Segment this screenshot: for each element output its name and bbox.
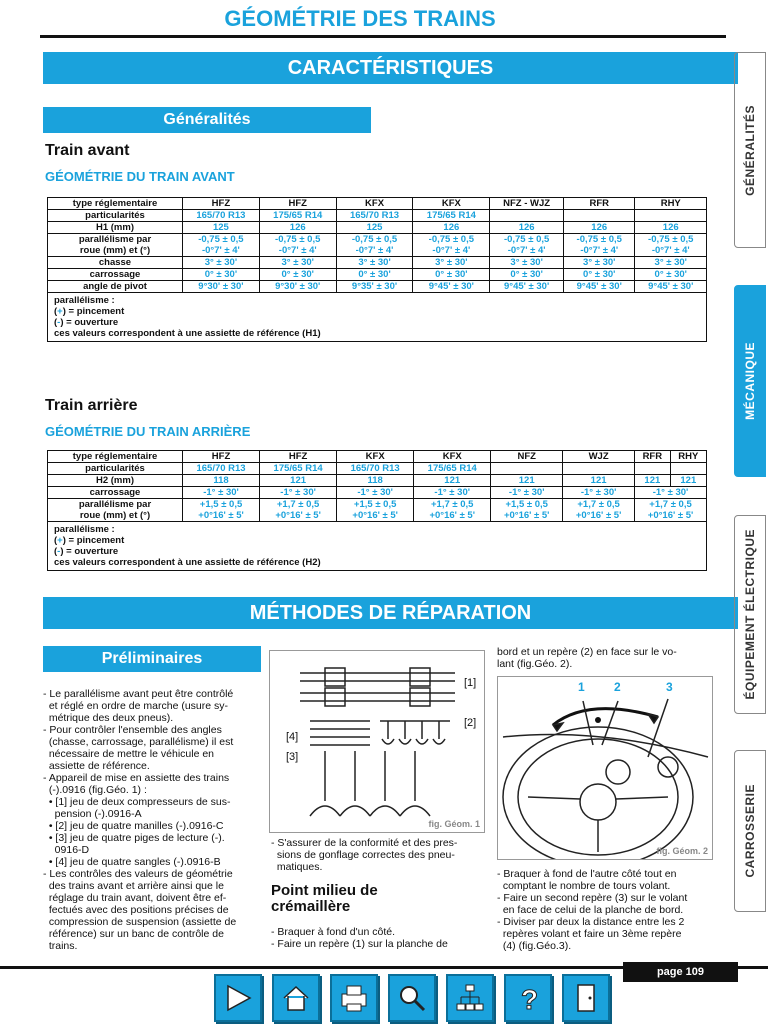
- svg-text:?: ?: [521, 984, 539, 1014]
- table-cell: +1,5 ± 0,5 +0°16' ± 5': [491, 499, 563, 522]
- table-cell: 3° ± 30': [564, 257, 635, 269]
- text-line: compression de suspension (assiette de: [43, 916, 237, 928]
- table-cell: KFX: [337, 451, 414, 463]
- title-rule: [40, 35, 726, 38]
- nav-help-button[interactable]: [504, 974, 552, 1022]
- text-line: bord et un repère (2) en face sur le vo-: [497, 646, 677, 658]
- table-cell: NFZ: [491, 451, 563, 463]
- table-cell: -1° ± 30': [260, 487, 337, 499]
- row-label: parallélisme par roue (mm) et (°): [48, 499, 183, 522]
- text-line: métrique des deux pneus).: [43, 712, 174, 724]
- table-cell: 118: [183, 475, 260, 487]
- table-cell: 126: [635, 222, 707, 234]
- table-cell: 0° ± 30': [259, 269, 336, 281]
- table-cell: -0,75 ± 0,5 -0°7' ± 4': [336, 234, 413, 257]
- text-line: comptant le nombre de tours volant.: [497, 880, 671, 892]
- table-cell: 175/65 R14: [413, 210, 490, 222]
- row-label: parallélisme par roue (mm) et (°): [48, 234, 183, 257]
- table-cell: 3° ± 30': [336, 257, 413, 269]
- table-cell: HFZ: [259, 198, 336, 210]
- table-cell: [635, 463, 671, 475]
- table-cell: RHY: [670, 451, 706, 463]
- text-line: - Braquer à fond d'un côté.: [271, 926, 396, 938]
- exit-icon: [570, 982, 602, 1014]
- fig1-label-3: [3]: [286, 751, 299, 763]
- table-notes: parallélisme : (+) = pincement (-) = ouverture ces valeurs correspondent à une assiette de référence (H2): [48, 522, 707, 571]
- table-row: [48, 210, 707, 222]
- middle-text: [271, 837, 483, 873]
- table-cell: +1,5 ± 0,5 +0°16' ± 5': [183, 499, 260, 522]
- sidebar-tab-carrosserie[interactable]: [734, 750, 766, 912]
- methods-title: MÉTHODES DE RÉPARATION: [249, 602, 532, 624]
- table-cell: 9°30' ± 30': [183, 281, 260, 293]
- text-line: - Appareil de mise en assiette des trains: [43, 772, 230, 784]
- text-line: - Faire un second repère (3) sur le volant: [497, 892, 688, 904]
- table-cell: -0,75 ± 0,5 -0°7' ± 4': [490, 234, 564, 257]
- sidebar-tab-mecanique[interactable]: [734, 285, 766, 477]
- table-cell: 0° ± 30': [490, 269, 564, 281]
- table-cell: 3° ± 30': [259, 257, 336, 269]
- fig2-caption: fig. Géom. 2: [656, 846, 708, 856]
- row-label: type réglementaire: [48, 198, 183, 210]
- table-cell: [564, 210, 635, 222]
- table-cell: 0° ± 30': [336, 269, 413, 281]
- help-icon: [512, 982, 544, 1014]
- table-notes-row: [48, 293, 707, 342]
- row-label: particularités: [48, 463, 183, 475]
- text-line: nécessaire de mettre le véhicule en: [43, 748, 215, 760]
- text-line: (-).0916 (fig.Géo. 1) :: [43, 784, 147, 796]
- rear-heading: Train arrière: [45, 397, 138, 414]
- text-line: - Braquer à fond de l'autre côté tout en: [497, 868, 677, 880]
- table-row: [48, 463, 707, 475]
- table-cell: KFX: [336, 198, 413, 210]
- nav-exit-button[interactable]: [562, 974, 610, 1022]
- table-cell: -0,75 ± 0,5 -0°7' ± 4': [564, 234, 635, 257]
- text-line: des trains avant et arrière ainsi que le: [43, 880, 224, 892]
- front-geometry-table: [47, 197, 707, 342]
- text-line: - Les contrôles des valeurs de géométrie: [43, 868, 233, 880]
- rack-text: [271, 926, 483, 950]
- table-cell: 165/70 R13: [337, 463, 414, 475]
- table-cell: -0,75 ± 0,5 -0°7' ± 4': [259, 234, 336, 257]
- text-line: pension (-).0916-A: [43, 808, 142, 820]
- text-line: (4) (fig.Géo.3).: [497, 940, 572, 952]
- table-row: [48, 269, 707, 281]
- page-title: GÉOMÉTRIE DES TRAINS: [224, 6, 496, 31]
- row-label: H2 (mm): [48, 475, 183, 487]
- table-cell: +1,7 ± 0,5 +0°16' ± 5': [414, 499, 491, 522]
- text-line: référence) sur un banc de contrôle de: [43, 928, 224, 940]
- row-label: H1 (mm): [48, 222, 183, 234]
- table-cell: 9°30' ± 30': [259, 281, 336, 293]
- table-cell: +1,7 ± 0,5 +0°16' ± 5': [563, 499, 635, 522]
- table-cell: 165/70 R13: [183, 210, 260, 222]
- text-line: repères volant et faire un 3ème repère: [497, 928, 682, 940]
- table-cell: HFZ: [260, 451, 337, 463]
- table-cell: 9°45' ± 30': [635, 281, 707, 293]
- table-cell: [491, 463, 563, 475]
- suspension-tools-illustration: [270, 651, 484, 832]
- magnifier-icon: [396, 982, 428, 1014]
- text-line: - Diviser par deux la distance entre les 2: [497, 916, 685, 928]
- text-line: • [3] jeu de quatre piges de lecture (-).: [43, 832, 225, 844]
- table-cell: 9°45' ± 30': [490, 281, 564, 293]
- table-cell: 125: [336, 222, 413, 234]
- text-line: • [4] jeu de quatre sangles (-).0916-B: [43, 856, 221, 868]
- text-line: 0916-D: [43, 844, 90, 856]
- table-cell: 121: [563, 475, 635, 487]
- table-notes-row: [48, 522, 707, 571]
- printer-icon: [338, 982, 370, 1014]
- table-row: [48, 499, 707, 522]
- section-banner: [43, 52, 738, 84]
- table-cell: 126: [564, 222, 635, 234]
- table-cell: 3° ± 30': [183, 257, 260, 269]
- table-cell: RFR: [635, 451, 671, 463]
- page-number: page 109: [656, 966, 705, 978]
- table-row: [48, 257, 707, 269]
- text-line: trains.: [43, 940, 78, 952]
- row-label: chasse: [48, 257, 183, 269]
- table-cell: -1° ± 30': [491, 487, 563, 499]
- table-cell: 3° ± 30': [490, 257, 564, 269]
- nav-tree-button[interactable]: [446, 974, 494, 1022]
- table-cell: 126: [490, 222, 564, 234]
- front-geo-title: GÉOMÉTRIE DU TRAIN AVANT: [45, 169, 235, 184]
- fig1-label-4: [4]: [286, 731, 299, 743]
- table-cell: KFX: [414, 451, 491, 463]
- prelim-title: Préliminaires: [101, 650, 203, 667]
- row-label: type réglementaire: [48, 451, 183, 463]
- nav-home-button[interactable]: [272, 974, 320, 1022]
- text-line: réglage du train avant, doivent être ef-: [43, 892, 227, 904]
- fig1-caption: fig. Géom. 1: [428, 819, 480, 829]
- text-line: • [2] jeu de quatre manilles (-).0916-C: [43, 820, 224, 832]
- text-line: - Le parallélisme avant peut être contrôlé: [43, 688, 234, 700]
- text-line: • [1] jeu de deux compresseurs de sus-: [43, 796, 231, 808]
- sidebar-tab-equipement-electrique[interactable]: [734, 515, 766, 714]
- table-notes: parallélisme : (+) = pincement (-) = ouverture ces valeurs correspondent à une assiette de référence (H1): [48, 293, 707, 342]
- table-row: [48, 198, 707, 210]
- text-line: lant (fig.Géo. 2).: [497, 658, 573, 670]
- table-cell: 0° ± 30': [413, 269, 490, 281]
- table-cell: [563, 463, 635, 475]
- table-cell: NFZ - WJZ: [490, 198, 564, 210]
- row-label: angle de pivot: [48, 281, 183, 293]
- subsection-banner: [43, 107, 371, 133]
- figure-geom-2: [497, 676, 713, 860]
- table-cell: 121: [260, 475, 337, 487]
- table-row: [48, 281, 707, 293]
- home-icon: [280, 982, 312, 1014]
- sidebar-tab-mecanique-label: MÉCANIQUE: [743, 342, 757, 420]
- rear-geometry-table: [47, 450, 707, 571]
- table-cell: 9°45' ± 30': [413, 281, 490, 293]
- section-title: CARACTÉRISTIQUES: [287, 57, 494, 79]
- table-cell: HFZ: [183, 198, 260, 210]
- table-row: [48, 222, 707, 234]
- table-cell: +1,7 ± 0,5 +0°16' ± 5': [260, 499, 337, 522]
- table-cell: 121: [670, 475, 706, 487]
- table-cell: 9°35' ± 30': [336, 281, 413, 293]
- table-cell: 118: [337, 475, 414, 487]
- row-label: carrossage: [48, 487, 183, 499]
- table-cell: 121: [414, 475, 491, 487]
- table-cell: -0,75 ± 0,5 -0°7' ± 4': [635, 234, 707, 257]
- table-cell: 0° ± 30': [183, 269, 260, 281]
- table-row: [48, 475, 707, 487]
- text-line: sions de gonflage correctes des pneu-: [271, 849, 455, 861]
- nav-search-button[interactable]: [388, 974, 436, 1022]
- table-cell: +1,5 ± 0,5 +0°16' ± 5': [337, 499, 414, 522]
- table-cell: RHY: [635, 198, 707, 210]
- prelim-text: [43, 688, 265, 952]
- text-line: - S'assurer de la conformité et des pres-: [271, 837, 458, 849]
- table-cell: 165/70 R13: [336, 210, 413, 222]
- text-line: matiques.: [271, 861, 323, 873]
- table-cell: 121: [635, 475, 671, 487]
- table-cell: 9°45' ± 30': [564, 281, 635, 293]
- text-line: - Pour contrôler l'ensemble des angles: [43, 724, 222, 736]
- table-row: [48, 234, 707, 257]
- text-line: en face de celui de la planche de bord.: [497, 904, 684, 916]
- table-cell: [670, 463, 706, 475]
- table-cell: -1° ± 30': [635, 487, 707, 499]
- prelim-banner: [43, 646, 261, 672]
- row-label: carrossage: [48, 269, 183, 281]
- table-cell: [490, 210, 564, 222]
- table-cell: -0,75 ± 0,5 -0°7' ± 4': [413, 234, 490, 257]
- table-cell: KFX: [413, 198, 490, 210]
- text-line: - Faire un repère (1) sur la planche de: [271, 938, 448, 950]
- front-heading: Train avant: [45, 142, 130, 159]
- table-cell: WJZ: [563, 451, 635, 463]
- table-row: [48, 487, 707, 499]
- table-cell: 175/65 R14: [414, 463, 491, 475]
- rear-geo-title: GÉOMÉTRIE DU TRAIN ARRIÈRE: [45, 424, 251, 439]
- table-cell: 0° ± 30': [564, 269, 635, 281]
- fig2-label-2: 2: [614, 680, 621, 694]
- text-line: fectués avec des positions précises de: [43, 904, 229, 916]
- right-top-text: [497, 646, 711, 670]
- table-cell: 3° ± 30': [413, 257, 490, 269]
- fig1-label-1: [1]: [464, 677, 477, 689]
- table-cell: 3° ± 30': [635, 257, 707, 269]
- table-cell: RFR: [564, 198, 635, 210]
- fig2-label-3: 3: [666, 680, 673, 694]
- fig2-label-1: 1: [578, 680, 585, 694]
- row-label: particularités: [48, 210, 183, 222]
- table-cell: -1° ± 30': [337, 487, 414, 499]
- nav-next-button[interactable]: [214, 974, 262, 1022]
- page-number-box: [623, 962, 738, 982]
- table-row: [48, 451, 707, 463]
- table-cell: 165/70 R13: [183, 463, 260, 475]
- table-cell: 126: [413, 222, 490, 234]
- table-cell: 0° ± 30': [635, 269, 707, 281]
- table-cell: -0,75 ± 0,5 -0°7' ± 4': [183, 234, 260, 257]
- subsection-title: Généralités: [163, 111, 251, 128]
- text-line: (chasse, carrossage, parallélisme) il est: [43, 736, 234, 748]
- fig1-label-2: [2]: [464, 717, 477, 729]
- sidebar-tab-equipement-label: ÉQUIPEMENT ÉLECTRIQUE: [743, 529, 757, 700]
- text-line: et réglé en ordre de marche (usure sy-: [43, 700, 229, 712]
- table-cell: -1° ± 30': [414, 487, 491, 499]
- table-cell: -1° ± 30': [183, 487, 260, 499]
- table-cell: 175/65 R14: [259, 210, 336, 222]
- table-cell: 126: [259, 222, 336, 234]
- table-cell: 125: [183, 222, 260, 234]
- methods-banner: [43, 597, 738, 629]
- text-line: assiette de référence.: [43, 760, 150, 772]
- table-cell: 175/65 R14: [260, 463, 337, 475]
- steering-wheel-illustration: [498, 677, 712, 859]
- sidebar-tab-generalites-label: GÉNÉRALITÉS: [743, 104, 757, 196]
- table-cell: HFZ: [183, 451, 260, 463]
- rack-title: Point milieu de crémaillère: [271, 882, 378, 915]
- right-bottom-text: [497, 868, 711, 952]
- sidebar-tab-generalites[interactable]: [734, 52, 766, 248]
- tree-icon: [454, 982, 486, 1014]
- play-icon: [222, 982, 254, 1014]
- figure-geom-1: [269, 650, 485, 833]
- table-cell: [635, 210, 707, 222]
- table-cell: -1° ± 30': [563, 487, 635, 499]
- sidebar-tab-carrosserie-label: CARROSSERIE: [743, 784, 757, 878]
- nav-print-button[interactable]: [330, 974, 378, 1022]
- table-cell: +1,7 ± 0,5 +0°16' ± 5': [635, 499, 707, 522]
- table-cell: 121: [491, 475, 563, 487]
